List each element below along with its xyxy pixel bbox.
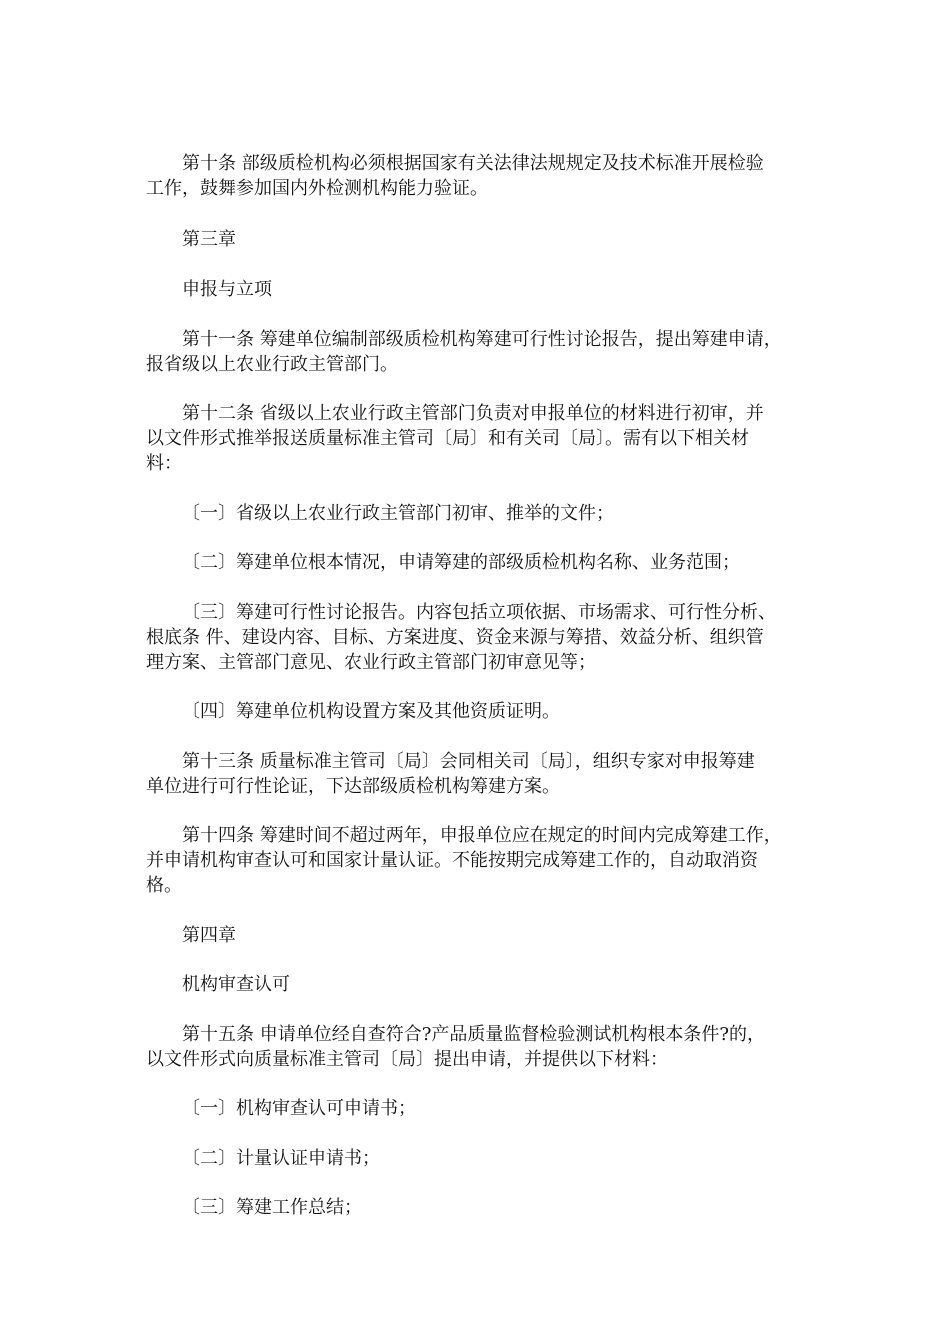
text-line: 〔四〕筹建单位机构设置方案及其他资质证明。	[182, 701, 560, 722]
text-line: 单位进行可行性论证，下达部级质检机构筹建方案。	[146, 776, 560, 797]
article-11	[146, 327, 810, 377]
text-line: 〔一〕省级以上农业行政主管部门初审、推举的文件；	[182, 503, 614, 524]
text-line: 第十条 部级质检机构必须根据国家有关法律法规规定及技术标准开展检验	[182, 153, 764, 174]
chapter-title-text: 申报与立项	[182, 279, 272, 300]
chapter-number: 第四章	[182, 925, 236, 946]
text-line: 根底条 件、建设内容、目标、方案进度、资金来源与筹措、效益分析、组织管	[146, 627, 764, 648]
list-item	[146, 1096, 846, 1121]
text-line: 以文件形式推举报送质量标准主管司〔局〕和有关司〔局〕。需有以下相关材	[146, 428, 749, 449]
chapter-title-text: 机构审查认可	[182, 974, 290, 995]
article-12	[146, 401, 810, 476]
text-line: 工作，鼓舞参加国内外检测机构能力验证。	[146, 178, 488, 199]
article-13	[146, 749, 810, 799]
text-line: 第十二条 省级以上农业行政主管部门负责对申报单位的材料进行初审，并	[182, 403, 764, 424]
chapter-heading	[146, 923, 846, 948]
chapter-heading	[146, 227, 846, 252]
text-line: 以文件形式向质量标准主管司〔局〕提出申请，并提供以下材料：	[146, 1049, 668, 1070]
list-item	[146, 1146, 846, 1171]
list-item	[146, 600, 810, 675]
list-item	[146, 501, 846, 526]
text-line: 〔三〕筹建可行性讨论报告。内容包括立项依据、市场需求、可行性分析、	[182, 602, 776, 623]
text-line: 〔一〕机构审查认可申请书；	[182, 1098, 416, 1119]
article-10	[146, 151, 810, 201]
text-line: 第十四条 筹建时间不超过两年，申报单位应在规定的时间内完成筹建工作，	[182, 825, 782, 846]
list-item	[146, 550, 846, 575]
text-line: 并申请机构审查认可和国家计量认证。不能按期完成筹建工作的，自动取消资	[146, 850, 758, 871]
article-14	[146, 823, 810, 898]
text-line: 格。	[146, 875, 182, 896]
text-line: 第十五条 申请单位经自查符合?产品质量监督检验测试机构根本条件?的，	[182, 1024, 766, 1045]
text-line: 〔二〕筹建单位根本情况，申请筹建的部级质检机构名称、业务范围；	[182, 552, 740, 573]
text-line: 报省级以上农业行政主管部门。	[146, 354, 398, 375]
list-item	[146, 699, 846, 724]
text-line: 理方案、主管部门意见、农业行政主管部门初审意见等；	[146, 652, 596, 673]
article-15	[146, 1022, 810, 1072]
chapter-title	[146, 277, 846, 302]
text-line: 〔三〕筹建工作总结；	[182, 1197, 362, 1218]
text-line: 第十三条 质量标准主管司〔局〕会同相关司〔局〕，组织专家对申报筹建	[182, 751, 755, 772]
chapter-title	[146, 972, 846, 997]
list-item	[146, 1195, 846, 1220]
text-line: 料：	[146, 453, 182, 474]
text-line: 第十一条 筹建单位编制部级质检机构筹建可行性讨论报告，提出筹建申请，	[182, 329, 782, 350]
text-line: 〔二〕计量认证申请书；	[182, 1148, 380, 1169]
chapter-number: 第三章	[182, 229, 236, 250]
